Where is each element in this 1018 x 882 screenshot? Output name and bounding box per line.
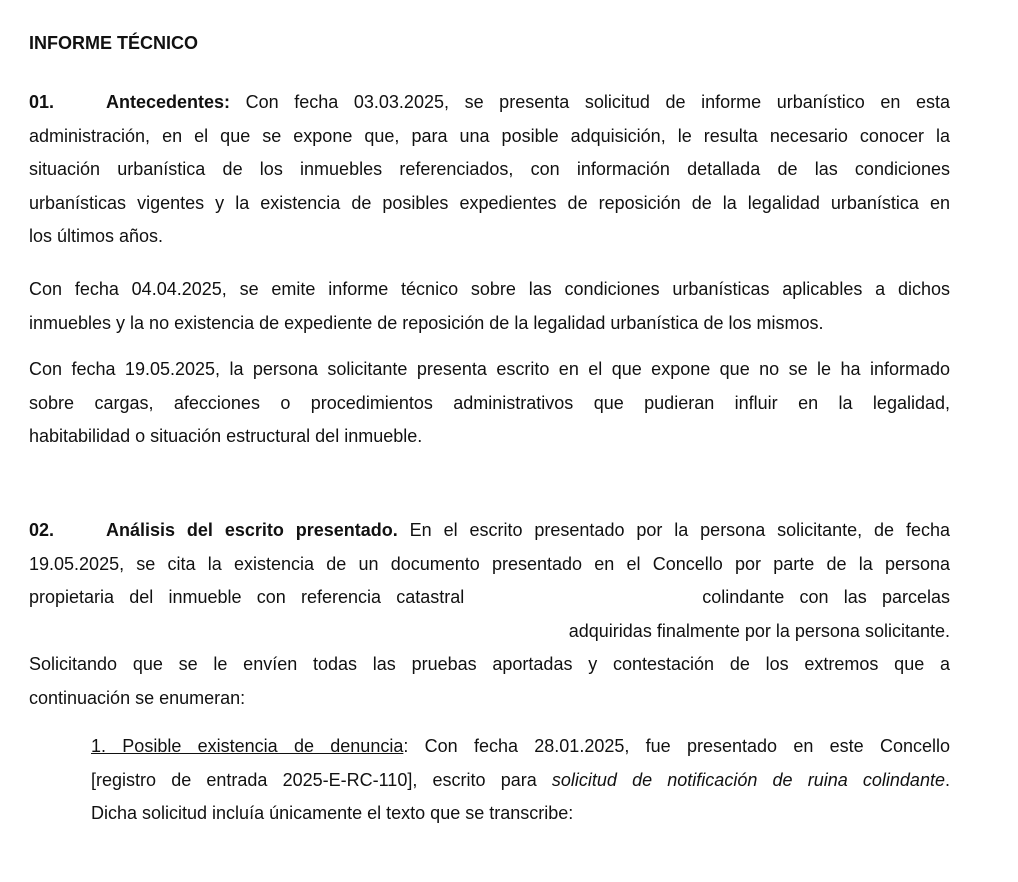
text-line: Solicitando que se le envíen todas las pruebas aportadas y contestación de los extremos que a xyxy=(29,654,950,674)
text-line: 19.05.2025, se cita la existencia de un documento presentado en el Concello por parte de la persona xyxy=(29,553,950,574)
section-02-paragraph xyxy=(29,514,950,715)
text-line: urbanísticas vigentes y la existencia de posibles expedientes de reposición de la legalidad urbanística en xyxy=(29,192,950,213)
document-title: INFORME TÉCNICO xyxy=(29,33,198,53)
section-number: 01. xyxy=(29,92,55,112)
text-line: administración, en el que se expone que, para una posible adquisición, le resulta necesario conocer la xyxy=(29,125,950,146)
item-1-paragraph xyxy=(91,730,950,831)
section-number: 02. xyxy=(29,520,55,540)
text-line: los últimos años. xyxy=(29,226,164,246)
italic-title: solicitud de notificación de ruina colindante xyxy=(551,769,945,790)
text-line: Con fecha 04.04.2025, se emite informe técnico sobre las condiciones urbanísticas aplicables a dichos xyxy=(29,279,950,299)
text-line: Dicha solicitud incluía únicamente el texto que se transcribe: xyxy=(91,803,574,823)
text-line: situación urbanística de los inmuebles referenciados, con información detallada de las condiciones xyxy=(29,159,950,179)
text-line: Con fecha 19.05.2025, la persona solicitante presenta escrito en el que expone que no se le ha informado xyxy=(29,359,950,379)
text-line: 01. Antecedentes: Con fecha 03.03.2025, se presenta solicitud de informe urbanístico en esta xyxy=(29,86,950,120)
section-01-paragraph-1 xyxy=(29,86,950,254)
text-line: 02. Análisis del escrito presentado. En el escrito presentado por la persona solicitante, de fecha xyxy=(29,514,950,548)
text-line: continuación se enumeran: xyxy=(29,687,246,708)
section-heading: Antecedentes: xyxy=(106,92,231,112)
section-01-paragraph-3 xyxy=(29,353,950,454)
section-heading: Análisis del escrito presentado. xyxy=(106,520,398,540)
text-line: 1. Posible existencia de denuncia: Con fecha 28.01.2025, fue presentado en este Concello xyxy=(91,736,950,756)
text-line: sobre cargas, afecciones o procedimientos administrativos que pudieran influir en la legalidad, xyxy=(29,392,950,413)
redacted-reference xyxy=(464,593,702,603)
text-line: adquiridas finalmente por la persona solicitante. xyxy=(568,620,950,641)
text-line: [registro de entrada 2025-E-RC-110], escrito para solicitud de notificación de ruina colindante. xyxy=(91,769,950,790)
section-01-paragraph-2 xyxy=(29,273,950,340)
text-line: propietaria del inmueble con referencia catastral colindante con las parcelas xyxy=(29,587,950,607)
item-label: 1. Posible existencia de denuncia xyxy=(91,736,404,756)
text-line: inmuebles y la no existencia de expediente de reposición de la legalidad urbanística de los mismos. xyxy=(29,312,824,333)
text-line: habitabilidad o situación estructural del inmueble. xyxy=(29,426,423,446)
